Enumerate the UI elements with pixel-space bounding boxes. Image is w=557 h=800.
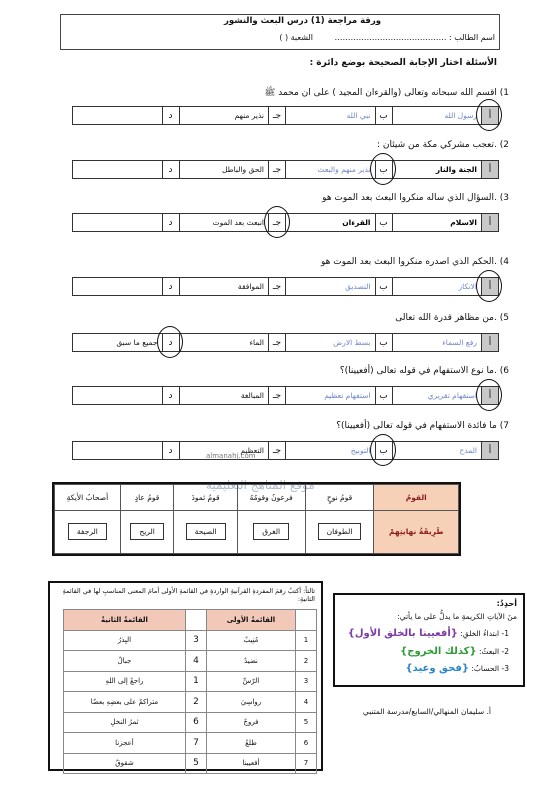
option-letter: ب [375,442,392,459]
matching-title: ثالثاً: أكتبُ رقمَ المفردةِ القرآنيةِ الواردةِ في القائمةِ الأولى أمامَ المعنى المناسبِ لها في القائمةِ الثانيةِ: [62,587,315,603]
question-number: 7) [499,421,509,431]
option-text [73,387,162,404]
question-stem: .ما نوع الاستفهام في قوله تعالى (أفعيينا)؟ [339,366,497,376]
teacher-signature: أ. سليمان المنهالي/السابع/مدرسة المتنبي [362,707,491,716]
answer-option[interactable] [73,214,179,231]
answer-number[interactable]: 1 [185,671,206,692]
section-field[interactable]: الشعبة ( ) [279,33,313,42]
question-stem: ما فائدة الاستفهام في قوله تعالى (أفعيينا)؟ [336,421,497,431]
table-row [64,733,317,754]
question-stem: .من مظاهر قدرة الله تعالى [395,313,497,323]
option-text: بسط الارض [333,338,371,347]
option-letter: أ [481,214,498,231]
nations-row-label: القومُ [374,485,459,511]
answer-circle [370,153,396,185]
answer-option[interactable] [285,387,392,404]
question-text [321,257,509,267]
option-letter: أ [481,278,498,295]
answer-circle [157,326,183,358]
meaning: ثمرُ النخلِ [64,712,186,733]
option-text: الماء [249,338,264,347]
option-text: التعظيم [240,446,264,455]
option-text [73,278,162,295]
option-text: نبي الله [346,111,371,120]
meaning: البِذرُ [64,630,186,651]
option-letter: جـ [268,107,285,124]
answer-option[interactable] [392,214,499,231]
table-row [64,630,317,651]
option-letter: ب [375,387,392,404]
people-cell: فرعونُ وقومُهُ [237,485,305,511]
option-text: القرءان [342,218,371,227]
answer-option[interactable] [73,442,179,459]
header-blank [296,610,317,631]
option-text: جميع ما سبق [116,338,158,347]
quran-word: مُنِيبٌ [206,630,295,651]
option-letter: د [162,107,179,124]
quran-word: أفعيينا [206,753,295,774]
table-row [64,671,317,692]
option-letter: جـ [268,278,285,295]
determine-label: 3- الحسابُ: [471,664,509,673]
table-row [64,651,317,672]
answer-number[interactable]: 5 [185,753,206,774]
options-row [72,333,499,352]
determine-item [406,663,509,674]
instructions: الأسئلة اختار الإجابة الصحيحة بوضع دائرة : [309,58,497,68]
site-logo: موقع المناهج التعليمية [206,478,315,492]
option-text: نذير منهم والبعث [317,165,371,174]
word-number: 2 [296,651,317,672]
question-number: 5) [499,313,509,323]
word-number: 5 [296,712,317,733]
option-text: استفهام تعظيم [324,391,371,400]
quran-word: فروجٌ [206,712,295,733]
option-letter: جـ [268,214,285,231]
answer-option[interactable] [285,278,392,295]
answer-number[interactable]: 6 [185,712,206,733]
question-text [340,366,509,376]
people-cell: أصحابُ الأيكةِ [55,485,121,511]
word-number: 7 [296,753,317,774]
word-number: 4 [296,692,317,713]
question-text [395,313,509,323]
option-text: المبالغة [240,391,264,400]
answer-option[interactable] [392,442,499,459]
option-text: المدح [459,446,477,455]
option-text: الانكار [458,282,477,291]
answer-option[interactable] [73,387,179,404]
answer-option[interactable] [392,334,499,351]
determine-answer: {أفعيينا بالخلق الأول} [347,628,458,639]
question-number: 6) [499,366,509,376]
nations-table [52,482,461,556]
question-text [377,140,509,150]
option-text: نذير منهم [234,111,264,120]
options-row [72,160,499,179]
word-number: 3 [296,671,317,692]
table-row [64,712,317,733]
option-text: الجنة والنار [435,165,477,174]
matching-table [63,609,317,774]
ending-cell [305,510,374,553]
ending-box: الصيحة [186,523,226,540]
determine-box [333,593,525,687]
meaning: متراكمٌ على بعضِهِ بعضًا [64,692,186,713]
quran-word: نضيدٌ [206,651,295,672]
option-letter: ب [375,214,392,231]
meaning: راجعٌ إلى اللهِ [64,671,186,692]
question-number: 1) [499,88,509,98]
worksheet-title: ورقة مراجعة (1) درس البعث والنشور [223,16,381,26]
ending-box: الريح [130,523,163,540]
answer-circle [476,99,502,131]
option-text [73,107,162,124]
quran-word: رواسِيَ [206,692,295,713]
options-row [72,106,499,125]
answer-option[interactable] [179,161,286,178]
determine-answer: {فحق وعيد} [405,663,469,674]
people-cell: قومُ نوحٍ [305,485,374,511]
option-letter: ب [375,334,392,351]
option-letter: أ [481,334,498,351]
option-letter: جـ [268,442,285,459]
option-text: الموافقة [237,282,264,291]
watermark: almanahj.com [206,452,256,460]
col1-header: القائمةُ الأولى [206,610,295,631]
answer-option[interactable] [285,107,392,124]
option-letter: أ [481,161,498,178]
option-text: الاسلام [450,218,477,227]
options-row [72,277,499,296]
endings-row-label: طَرِيقَةُ نهايتِهِمْ [374,510,459,553]
answer-option[interactable] [392,161,499,178]
question-text [322,193,509,203]
matching-section [48,581,323,771]
answer-number[interactable]: 2 [185,692,206,713]
ending-cell [237,510,305,553]
options-row [72,386,499,405]
question-number: 2) [499,140,509,150]
ending-cell [174,510,237,553]
ending-box: الطوفان [318,523,362,540]
option-text: رفع السماء [442,338,477,347]
people-cell: قومُ ثمودَ [174,485,237,511]
option-letter: ب [375,278,392,295]
answer-circle [476,270,502,302]
ending-cell [55,510,121,553]
option-text [73,442,162,459]
answer-circle [264,206,290,238]
options-row [72,441,499,460]
ending-cell [120,510,174,553]
answer-number[interactable]: 7 [185,733,206,754]
option-text: استفهام تقريري [427,391,477,400]
quran-word: طلعٌ [206,733,295,754]
option-letter: جـ [268,334,285,351]
answer-option[interactable] [179,278,286,295]
option-letter: د [162,387,179,404]
answer-option[interactable] [73,161,179,178]
student-name-field[interactable]: اسم الطالب : …………………………………… [334,33,495,42]
col2-header: القائمةُ الثانيةُ [64,610,186,631]
option-text: التصديق [345,282,371,291]
question-stem: .تعجب مشركي مكة من شيئان : [376,140,497,150]
determine-item [400,646,509,657]
option-text: انبعث بعد الموت [212,218,264,227]
option-text [73,161,162,178]
header-box [60,14,500,50]
answer-circle [370,434,396,466]
answer-option[interactable] [73,278,179,295]
answer-option[interactable] [285,334,392,351]
table-row [64,753,317,774]
answer-option[interactable] [179,387,286,404]
header-blank [185,610,206,631]
question-stem: اقسم الله سبحانه وتعالى (والقرءان المجيد ) على ان محمد ﷺ [264,88,497,98]
determine-item [348,628,509,639]
option-letter: د [162,442,179,459]
determine-subtitle: منَ الآياتِ الكريمةِ ما يدلُّ على ما يأتي: [397,612,517,621]
option-letter: د [162,334,179,351]
question-stem: .الحكم الذي اصدره منكروا البعث بعد الموت هو [321,257,497,267]
answer-number[interactable]: 3 [185,630,206,651]
question-text [336,421,509,431]
option-letter: د [162,161,179,178]
word-number: 1 [296,630,317,651]
meaning: جبالٌ [64,651,186,672]
meaning: شقوقٌ [64,753,186,774]
option-text: الحق والباطل [221,165,264,174]
option-letter: جـ [268,161,285,178]
people-cell: قومُ عادٍ [120,485,174,511]
option-letter: ب [375,107,392,124]
option-text [73,214,162,231]
option-letter: جـ [268,387,285,404]
answer-number[interactable]: 4 [185,651,206,672]
determine-label: 2- البعثُ: [478,647,509,656]
question-number: 3) [499,193,509,203]
option-letter: د [162,278,179,295]
answer-circle [476,379,502,411]
option-letter: ب [375,161,392,178]
question-stem: .السؤال الذي ساله منكروا البعث بعد الموت هو [322,193,497,203]
option-letter: د [162,214,179,231]
question-text [265,86,509,100]
option-text: التوبيخ [350,446,371,455]
question-number: 4) [499,257,509,267]
answer-option[interactable] [73,107,179,124]
answer-option[interactable] [285,214,392,231]
answer-option[interactable] [179,107,286,124]
option-letter: أ [481,387,498,404]
answer-option[interactable] [179,334,286,351]
option-text: رسول الله [444,111,477,120]
ending-box: الغرق [253,523,289,540]
determine-answer: {كذلك الخروج} [400,646,477,657]
word-number: 6 [296,733,317,754]
option-letter: أ [481,442,498,459]
determine-title: أحدِدُ: [496,599,517,608]
determine-label: 1- ابتداءُ الخلقِ: [460,629,509,638]
quran-word: الرّسِّ [206,671,295,692]
option-letter: أ [481,107,498,124]
meaning: أعجزنا [64,733,186,754]
table-row [64,692,317,713]
ending-box: الرجفة [68,523,107,540]
